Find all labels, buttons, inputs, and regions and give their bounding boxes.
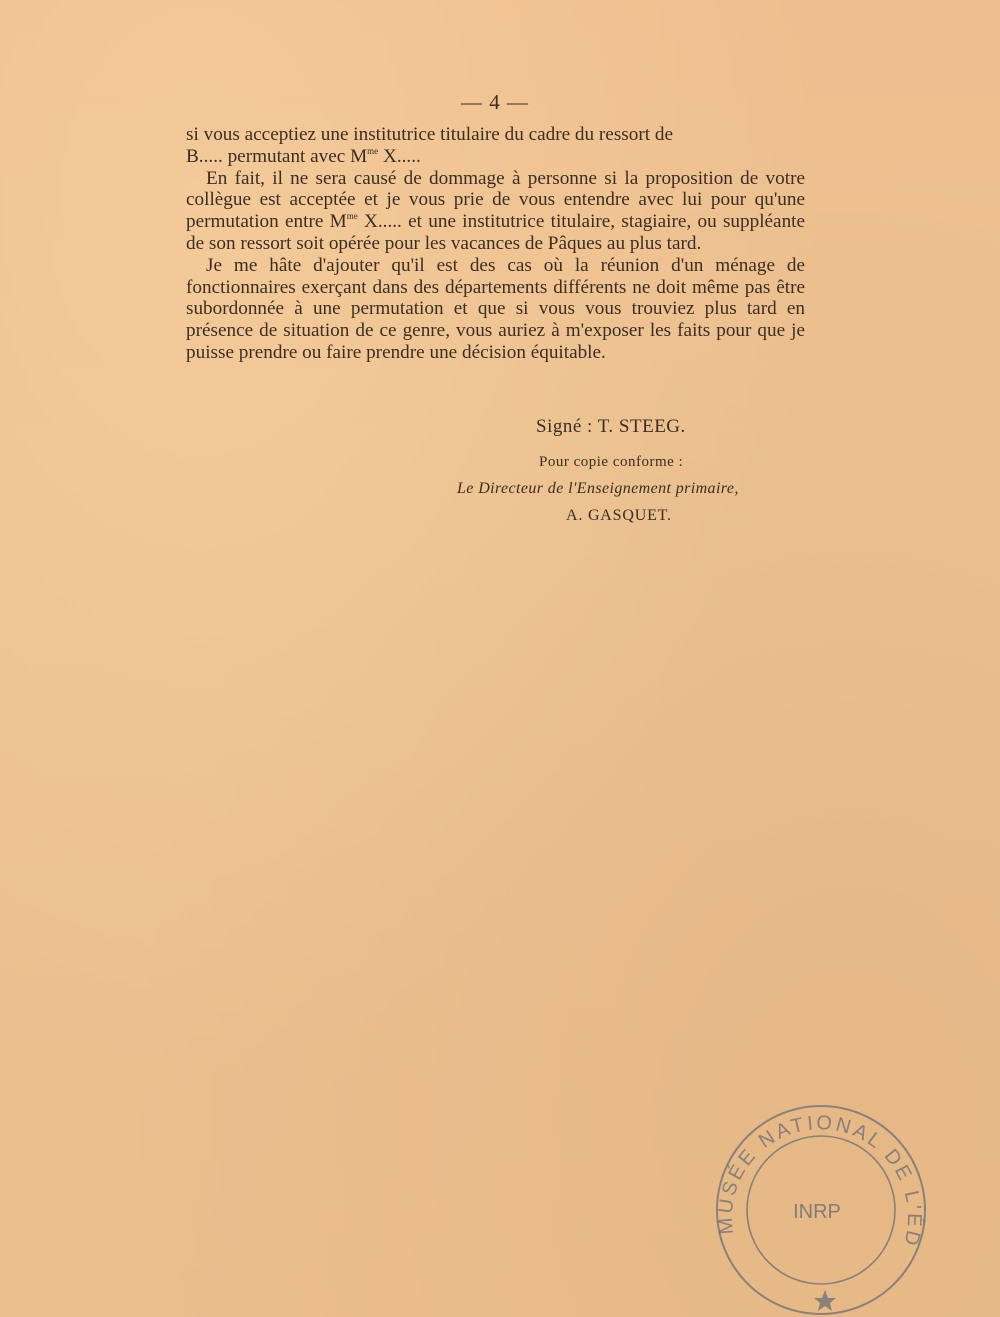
paragraph-continuation-line2-b: X..... — [378, 145, 421, 167]
letter-body — [186, 124, 805, 364]
stamp-ring-text: MUSÉE NATIONAL DE L'ÉD — [714, 1111, 926, 1251]
copy-conforme-line: Pour copie conforme : — [539, 454, 684, 470]
paragraph-continuation-line1: si vous acceptiez une institutrice titulaire du cadre du ressort de — [186, 124, 673, 145]
paragraph-continuation — [186, 124, 805, 168]
superscript-me: me — [367, 145, 379, 156]
signed-line: Signé : T. STEEG. — [536, 416, 686, 437]
stamp-graphic — [705, 1100, 933, 1316]
paragraph-continuation-line2-a: B..... permutant avec M — [186, 145, 368, 167]
paragraph-proposition-a: En fait, il ne sera causé de dommage à personne si la proposition de votre collègue est acceptée et je vous prie de vous entendre avec lui pour qu'une permutation entre M — [186, 167, 805, 233]
paragraph-reunion: Je me hâte d'ajouter qu'il est des cas où la réunion d'un ménage de fonctionnaires exerçant dans des départements différents ne doit même pas être subordonnée à une permutation et que si vous vous trouviez plus tard en présence de situation de ce genre, vous auriez à m'exposer les faits pour que je puisse prendre ou faire prendre une décision équitable. — [186, 254, 805, 363]
paragraph-proposition-b: X..... et une institutrice titulaire, stagiaire, ou suppléante de son ressort soit opérée pour les vacances de Pâques au plus tard. — [186, 211, 806, 254]
page-number: — 4 — — [461, 90, 529, 114]
stamp-center-text: INRP — [793, 1201, 841, 1223]
superscript-me: me — [346, 211, 358, 222]
museum-stamp — [705, 1100, 933, 1316]
director-title: Le Directeur de l'Enseignement primaire, — [457, 480, 739, 497]
director-name: A. GASQUET. — [566, 507, 672, 524]
paragraph-proposition — [186, 168, 805, 255]
star-icon — [814, 1290, 836, 1311]
